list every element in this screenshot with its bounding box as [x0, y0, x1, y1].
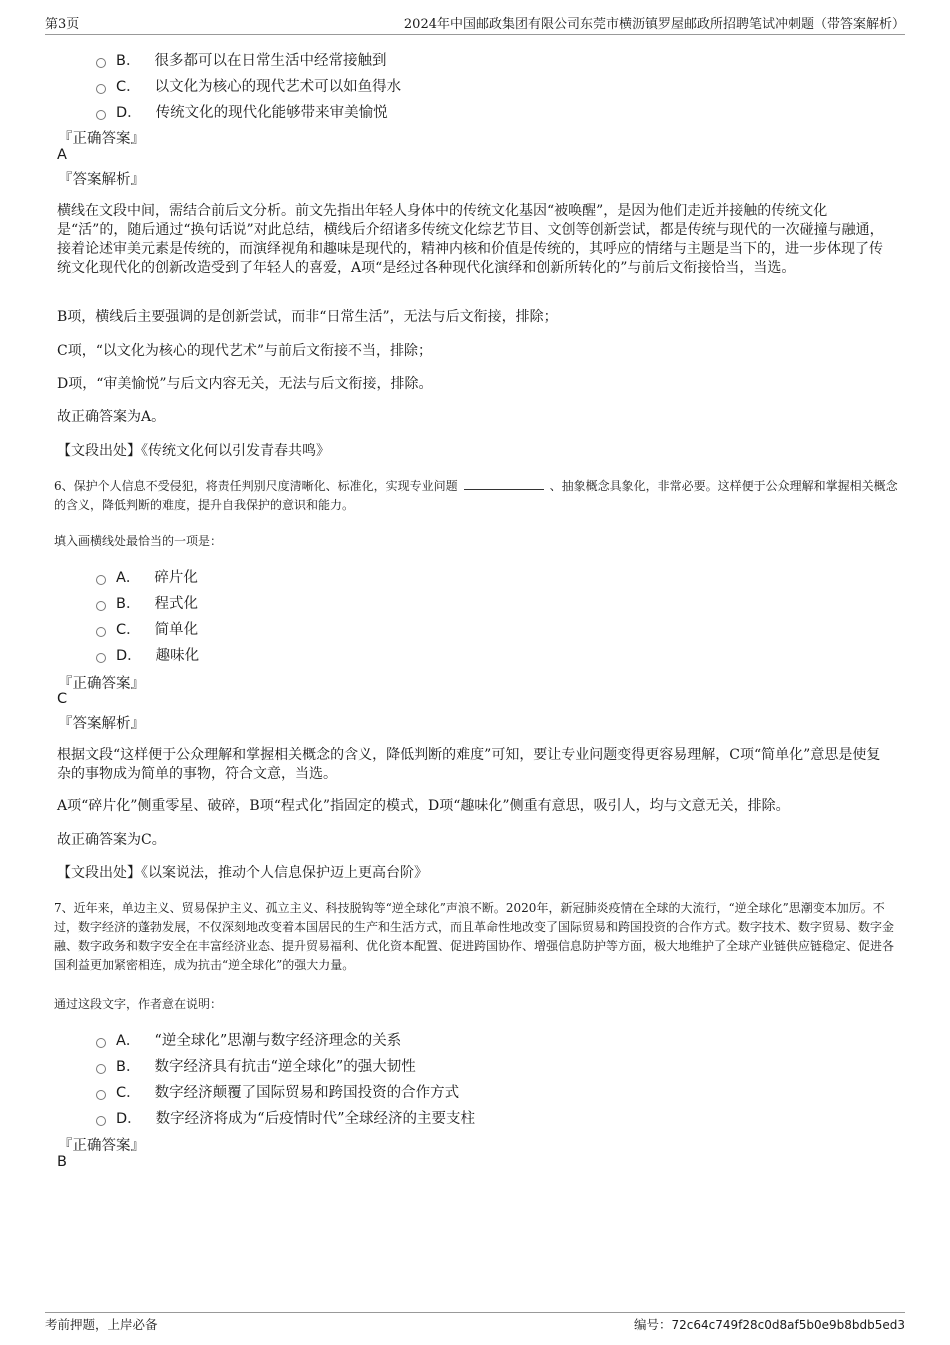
q6-analysis-label: 『答案解析』	[58, 716, 145, 732]
q7-answer: B	[57, 1154, 67, 1170]
q6-option-c[interactable]: C． 简单化	[96, 618, 198, 639]
fill-blank	[464, 477, 544, 490]
radio-icon[interactable]	[96, 84, 106, 94]
radio-icon[interactable]	[96, 1038, 106, 1048]
q6-conclusion: 故正确答案为C。	[57, 832, 166, 848]
radio-icon[interactable]	[96, 575, 106, 585]
page-header	[45, 14, 905, 35]
page-footer	[45, 1312, 905, 1333]
q5-option-c[interactable]: C． 以文化为核心的现代艺术可以如鱼得水	[96, 75, 401, 96]
q5-source: 【文段出处】《传统文化何以引发青春共鸣》	[57, 443, 330, 459]
q6-prompt: 填入画横线处最恰当的一项是：	[54, 534, 223, 548]
q5-answer: A	[57, 147, 67, 163]
radio-icon[interactable]	[96, 627, 106, 637]
radio-icon[interactable]	[96, 1064, 106, 1074]
q7-option-b[interactable]: B． 数字经济具有抗击“逆全球化”的强大韧性	[96, 1055, 416, 1076]
q5-analysis-d: D项，“审美愉悦”与后文内容无关，无法与后文衔接，排除。	[57, 376, 433, 392]
radio-icon[interactable]	[96, 1090, 106, 1100]
radio-icon[interactable]	[96, 1116, 106, 1126]
q6-answer-label: 『正确答案』	[58, 676, 145, 692]
q6-source: 【文段出处】《以案说法，推动个人信息保护迈上更高台阶》	[57, 865, 428, 881]
q5-option-d[interactable]: D． 传统文化的现代化能够带来审美愉悦	[96, 101, 388, 122]
q5-option-b[interactable]: B． 很多都可以在日常生活中经常接触到	[96, 49, 386, 70]
q7-option-d[interactable]: D． 数字经济将成为“后疫情时代”全球经济的主要支柱	[96, 1107, 475, 1128]
radio-icon[interactable]	[96, 601, 106, 611]
footer-slogan: 考前押题，上岸必备	[45, 1317, 158, 1332]
document-title: 2024年中国邮政集团有限公司东莞市横沥镇罗屋邮政所招聘笔试冲刺题（带答案解析）	[403, 17, 905, 32]
q6-option-a[interactable]: A． 碎片化	[96, 566, 198, 587]
radio-icon[interactable]	[96, 110, 106, 120]
q6-option-d[interactable]: D． 趣味化	[96, 644, 199, 665]
q5-analysis-main: 横线在文段中间，需结合前后文分析。前文先指出年轻人身体中的传统文化基因“被唤醒”，是因为他们走近并接触的传统文化是“活”的，随后通过“换句话说”对此总结，横线后介绍诸多传统文化综艺节目、文创等创新尝试，都是传统与现代的一次碰撞与融通，接着论述审美元素是传统的，而演绎视角和趣味是现代的，精神内核和价值是传统的，其呼应的情绪与主题是当下的，进一步体现了传统文化现代化的创新改造受到了年轻人的喜爱，A项“是经过各种现代化演绎和创新所转化的”与前后文衔接恰当，当选。	[57, 203, 884, 276]
q7-prompt: 通过这段文字，作者意在说明：	[54, 997, 223, 1011]
q7-option-c[interactable]: C． 数字经济颠覆了国际贸易和跨国投资的合作方式	[96, 1081, 459, 1102]
q7-stem: 7、近年来，单边主义、贸易保护主义、孤立主义、科技脱钩等“逆全球化”声浪不断。2020年，新冠肺炎疫情在全球的大流行，“逆全球化”思潮变本加厉。不过，数字经济的蓬勃发展，不仅深刻地改变着本国居民的生产和生活方式，而且革命性地改变了国际贸易和跨国投资的合作方式。数字技术、数字贸易、数字金融、数字政务和数字安全在丰富经济业态、提升贸易福利、优化资本配置、促进跨国协作、增强信息防护等方面，极大地维护了全球产业链供应链稳定、促进各国利益更加紧密相连，成为抗击“逆全球化”的强大力量。	[54, 901, 895, 972]
q6-analysis-others: A项“碎片化”侧重零星、破碎，B项“程式化”指固定的模式，D项“趣味化”侧重有意思，吸引人，均与文意无关，排除。	[57, 798, 790, 814]
q6-answer: C	[57, 691, 68, 707]
page-number: 第3页	[45, 17, 80, 32]
q6-analysis-main: 根据文段“这样便于公众理解和掌握相关概念的含义，降低判断的难度”可知，要让专业问题变得更容易理解，C项“简单化”意思是使复杂的事物成为简单的事物，符合文意，当选。	[57, 747, 881, 782]
q5-conclusion: 故正确答案为A。	[57, 409, 166, 425]
q6-option-b[interactable]: B． 程式化	[96, 592, 198, 613]
q5-analysis-label: 『答案解析』	[58, 172, 145, 188]
q7-option-a[interactable]: A． “逆全球化”思潮与数字经济理念的关系	[96, 1029, 401, 1050]
q5-answer-label: 『正确答案』	[58, 131, 145, 147]
q5-analysis-c: C项，“以文化为核心的现代艺术”与前后文衔接不当，排除；	[57, 343, 433, 359]
footer-code: 编号：72c64c749f28c0d8af5b0e9b8bdb5ed3	[634, 1317, 905, 1332]
q5-analysis-b: B项，横线后主要强调的是创新尝试，而非“日常生活”，无法与后文衔接，排除；	[57, 309, 558, 325]
radio-icon[interactable]	[96, 58, 106, 68]
q6-stem: 6、保护个人信息不受侵犯，将责任判别尺度清晰化、标准化，实现专业问题 、抽象概念具象化，非常必要。这样便于公众理解和掌握相关概念的含义，降低判断的难度，提升自我保护的意识和能力。	[54, 479, 898, 512]
q7-answer-label: 『正确答案』	[58, 1138, 145, 1154]
radio-icon[interactable]	[96, 653, 106, 663]
